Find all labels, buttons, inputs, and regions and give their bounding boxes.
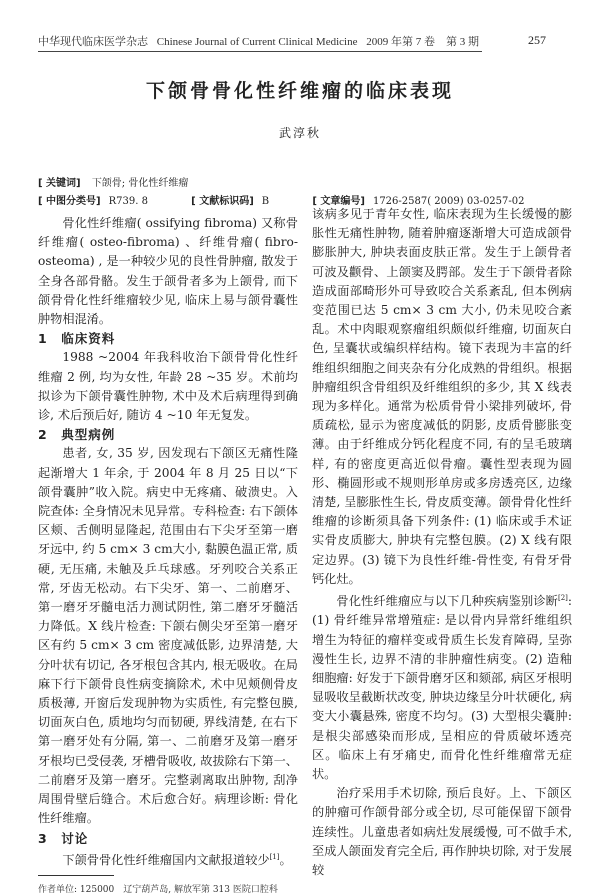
journal-name-en: Chinese Journal of Current Clinical Medicine: [156, 36, 358, 48]
differential-text-start: 骨化性纤维瘤应与以下几种疾病鉴别诊断: [336, 594, 558, 609]
section-heading-discussion: 3 讨论: [38, 830, 89, 846]
author-affiliation-footnote: 作者单位: 125000 辽宁葫芦岛, 解放军第 313 医院口腔科: [38, 885, 278, 895]
section-heading-clinical-data: 1 临床资料: [38, 331, 116, 347]
treatment-paragraph: 治疗采用手术切除, 预后良好。上、下颌区的肿瘤可作颌骨部分或全切, 尽可能保留下颌骨连续性。儿童患者如病灶发展缓慢, 可不做手术, 至成人颌面发育完全后, 再作肿块切除, 对于发展较: [312, 786, 572, 877]
journal-issue: 2009 年第 7 卷 第 3 期: [366, 36, 479, 48]
differential-text: : (1) 骨纤维异常增殖症: 是以骨内异常纤维组织增生为特征的瘤样变或骨质生长发育障碍, 呈弥漫性生长, 边界不清的非肿瘤性病变。(2) 造釉细胞瘤: 好发于下颌骨磨牙区和颏部, 病区牙根明显吸收呈截断状改变, 肿块边缘呈分叶状硬化, 病变大小囊悬殊, 密度不均匀。(3) 大型根尖囊肿: 是根尖部感染而形成, 呈相应的骨质破坏透亮区。临床上有牙痛史, 而骨化性纤维瘤常无症状。: [312, 594, 572, 781]
differential-diagnosis-paragraph: [312, 589, 572, 784]
discussion-paragraph-continued: 该病多见于青年女性, 临床表现为生长缓慢的膨胀性无痛性肿物, 随着肿瘤逐渐增大可造成颌骨膨胀肿大, 肿块表面皮肤正常。发生于上颌骨者可波及颧骨、上颌窦及腭部。发生于下颌骨者除造成面部畸形外可导致咬合关系紊乱, 但本例病变范围已达 5 cm× 3 cm 大小, 仍未见咬合紊乱。术中肉眼观察瘤组织颇似纤维瘤, 切面灰白色, 呈囊状或编织样结构。镜下表现为丰富的纤维组织细胞之间夹杂有分化成熟的骨组织。根据肿瘤组织含骨组织及纤维组织的多少, 其 X 线表现为多样化。通常为松质骨骨小梁排列破坏, 骨质疏松, 显示为密度减低的阴影, 皮质骨膨胀变薄。由于纤维成分钙化程度不同, 有的呈毛玻璃样, 有的密度更高近似骨瘤。囊性型表现为圆形、椭圆形或不规则形单房或多房透亮区, 边缘清楚, 呈膨胀性生长, 骨皮质变薄。颌骨骨化性纤维瘤的诊断须具备下列条件: (1) 临床或手术证实骨皮质膨大, 肿块有完整包膜。(2) X 线有限定边界。(3) 镜下为良性纤维-骨性变, 有骨牙骨钙化灶。: [312, 207, 572, 586]
article-no-label: [ 文章编号]: [312, 196, 365, 207]
article-title: 下颌骨骨化性纤维瘤的临床表现: [145, 80, 454, 102]
keywords-line: [38, 174, 188, 189]
citation-1: [1]: [269, 852, 280, 861]
section-heading-case: 2 典型病例: [38, 427, 116, 443]
author: 武淳秋: [278, 126, 321, 140]
clc-value: R739. 8: [108, 196, 148, 207]
footnote-divider: [38, 875, 114, 876]
left-column: [38, 214, 298, 870]
keywords-label: [ 关键词]: [38, 178, 81, 189]
doc-code-value: B: [261, 196, 270, 207]
discussion-paragraph-start: [38, 848, 298, 870]
page-number: 257: [528, 33, 546, 47]
discussion-punct: 。: [279, 852, 292, 867]
discussion-text: 下颌骨骨化性纤维瘤国内文献报道较少: [62, 852, 270, 867]
intro-paragraph: 骨化性纤维瘤( ossifying fibroma) 又称骨纤维瘤( osteo-fibroma) 、纤维骨瘤( fibro-osteoma) , 是一种较少见的良性骨肿瘤, 散发于全身各部骨骼。发生于颌骨者多为上颌骨, 而下颌骨骨化性纤维瘤较少见, 临床上易与颌骨囊性肿物相混淆。: [38, 216, 298, 327]
citation-2: [2]: [557, 594, 568, 603]
running-header: [38, 33, 482, 52]
clinical-data-paragraph: 1988 ~2004 年我科收治下颌骨骨化性纤维瘤 2 例, 均为女性, 年龄 28 ~35 岁。术前均拟诊为下颌骨囊性肿物, 术中及术后病理得到确诊, 术后预后好, 随访 4 ~10 年无复发。: [38, 350, 298, 423]
case-paragraph: 患者, 女, 35 岁, 因发现右下颌区无痛性隆起渐增大 1 年余, 于 2004 年 8 月 25 日以“下颌骨囊肿”收入院。病史中无疼痛、破溃史。入院查体: 全身情况未见异常。专科检查: 右下颌体区颊、舌侧明显隆起, 范围由右下尖牙至第一磨牙远中, 约 5 cm× 3 cm大小, 黏膜色温正常, 质硬, 无压痛, 未触及乒乓球感。牙列咬合关系正常, 牙齿无松动。右下尖牙、第一、二前磨牙、第一磨牙牙髓电活力测试阴性, 第二磨牙牙髓活力降低。X 线片检查: 下颌右侧尖牙至第一磨牙区有约 5 cm× 3 cm 密度减低影, 边界清楚, 大分叶状有切记, 各牙根包含其内, 根无吸收。在局麻下行下颌骨良性病变摘除术, 术中见颊侧骨皮质极薄, 开窗后发现肿物为实质性, 有完整包膜, 切面灰白色, 质地均匀而韧硬, 界线清楚, 在右下第一磨牙处有分隔, 第一、二前磨牙及第一磨牙牙根均已受侵袭, 牙槽骨吸收, 故拔除右下第一、二前磨牙及第一磨牙。完整剥离取出肿物, 刮净周围骨壁后缝合。术后愈合好。病理诊断: 骨化性纤维瘤。: [38, 446, 298, 826]
clc-label: [ 中图分类号]: [38, 196, 101, 207]
doc-code-label: [ 文献标识码]: [191, 196, 254, 207]
keywords: 下颌骨; 骨化性纤维瘤: [91, 178, 189, 189]
journal-name-cn: 中华现代临床医学杂志: [38, 36, 148, 48]
right-column: [312, 205, 572, 880]
article-no-value: 1726-2587( 2009) 03-0257-02: [372, 196, 525, 207]
